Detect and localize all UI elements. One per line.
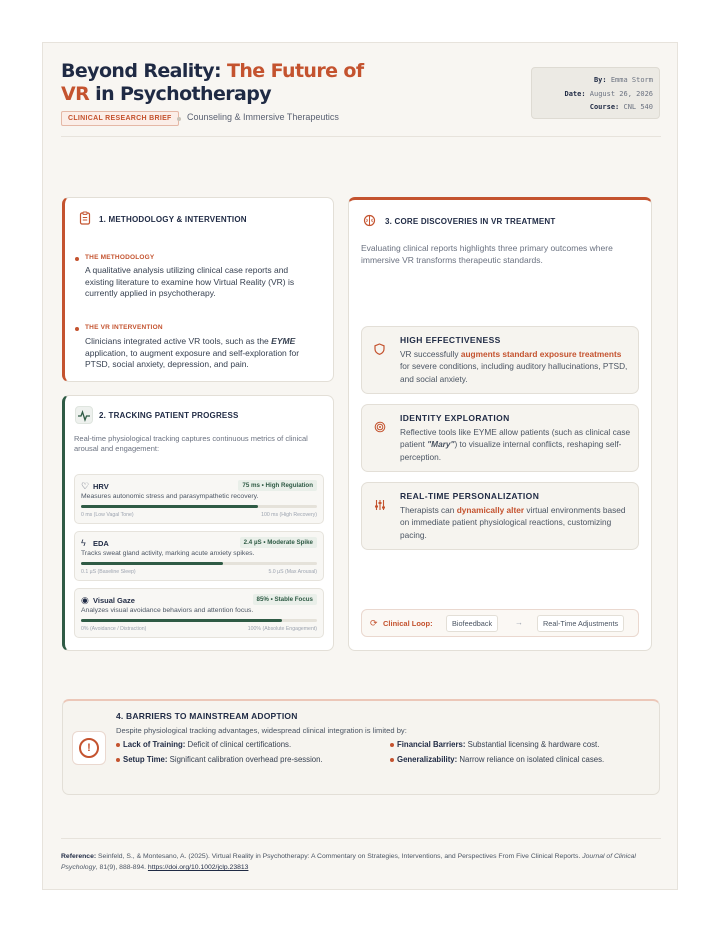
barriers-title: 4. BARRIERS TO MAINSTREAM ADOPTION [116, 711, 298, 721]
sliders-icon [374, 499, 386, 514]
metric-name: HRV [93, 482, 109, 491]
metric-high-label: 100 ms (High Recovery) [261, 512, 317, 518]
meta-course: Course: CNL 540 [589, 103, 653, 111]
intervention-label: THE VR INTERVENTION [85, 324, 163, 331]
meta-date: Date: August 26, 2026 [564, 89, 653, 98]
alert-icon: ! [72, 731, 106, 765]
brain-icon [361, 212, 377, 228]
metric-low-label: 0.1 µS (Baseline Sleep) [81, 569, 136, 575]
footer-divider [61, 838, 661, 839]
meta-box [531, 67, 660, 119]
category-badge: CLINICAL RESEARCH BRIEF [61, 111, 179, 126]
discoveries-title: 3. CORE DISCOVERIES IN VR TREATMENT [385, 217, 556, 226]
method-text: A qualitative analysis utilizing clinical case reports and existing literature to examine how Virtual Reality (VR) is currently applied in psychotherapy. [85, 265, 295, 299]
loop-step-biofeedback: Biofeedback [446, 615, 498, 632]
discoveries-description: Evaluating clinical reports highlights three primary outcomes where immersive VR transforms therapeutic standards. [361, 243, 613, 265]
fingerprint-icon [374, 421, 386, 436]
metric-tag: 2.4 µS • Moderate Spike [240, 537, 317, 548]
barrier-item: Financial Barriers: Substantial licensing & hardware cost. [390, 740, 599, 749]
shield-icon [374, 343, 385, 358]
lightning-icon: ϟ [81, 538, 86, 548]
tracking-card [62, 395, 334, 651]
eye-icon: ◉ [81, 595, 89, 605]
method-label: THE METHODOLOGY [85, 254, 155, 261]
outcome-title: REAL-TIME PERSONALIZATION [400, 491, 540, 501]
intervention-text: Clinicians integrated active VR tools, such as the EYME application, to augment exposure and self-exploration for PTSD, social anxiety, depression, and pain. [85, 336, 300, 370]
discoveries-card [348, 197, 652, 651]
methodology-title: 1. METHODOLOGY & INTERVENTION [99, 215, 247, 224]
outcome-high-effectiveness [361, 326, 639, 394]
bullet-dot [75, 257, 79, 261]
metric-high-label: 100% (Absolute Engagement) [247, 626, 317, 632]
metric-description: Analyzes visual avoidance behaviors and attention focus. [81, 607, 254, 614]
outcome-text: Therapists can dynamically alter virtual environments based on immediate patient physiological reactions, customizing pacing. [400, 505, 626, 540]
metric-bar [81, 562, 317, 565]
refresh-icon: ⟳ [370, 618, 378, 628]
header-divider [61, 136, 661, 137]
metric-fill [81, 505, 258, 508]
outcome-real-time-personalization [361, 482, 639, 550]
outcome-identity-exploration [361, 404, 639, 472]
metric-hrv [74, 474, 324, 524]
metric-low-label: 0% (Avoidance / Distraction) [81, 626, 147, 632]
metric-bar [81, 619, 317, 622]
metric-fill [81, 562, 223, 565]
metric-description: Tracks sweat gland activity, marking acute anxiety spikes. [81, 550, 255, 557]
metric-eda [74, 531, 324, 581]
outcome-text: Reflective tools like EYME allow patients (such as clinical case patient "Mary") to visualize internal conflicts, reshaping self-perception. [400, 427, 631, 462]
separator-dot [177, 117, 181, 121]
clipboard-icon [77, 211, 93, 227]
title-part-2: in Psychotherapy [89, 83, 272, 105]
metric-tag: 75 ms • High Regulation [238, 480, 317, 491]
meta-author: By: Emma Storm [593, 76, 653, 84]
tracking-description: Real-time physiological tracking captures continuous metrics of clinical arousal and engagement: [74, 434, 308, 453]
reference: Reference: Seinfeld, S., & Montesano, A. (2025). Virtual Reality in Psychotherapy: A Commentary on Strategies, Interventions, and Perspectives From Five Clinical Reports. Journal of Clinical Psychology, 81(9), 888-894. https://doi.org/10.1002/jclp.23813 [61, 853, 636, 871]
metric-tag: 85% • Stable Focus [253, 594, 318, 605]
barrier-item: Generalizability: Narrow reliance on isolated clinical cases. [390, 755, 604, 764]
brief-page [42, 42, 678, 890]
title-part-1: Beyond Reality: [61, 60, 227, 82]
metric-low-label: 0 ms (Low Vagal Tone) [81, 512, 134, 518]
loop-label: Clinical Loop: [383, 619, 433, 628]
heart-icon: ♡ [81, 481, 90, 491]
barriers-card [62, 699, 660, 795]
title-accent: The Future of VR [61, 60, 364, 105]
bullet-dot [75, 327, 79, 331]
outcome-title: HIGH EFFECTIVENESS [400, 335, 501, 345]
metric-name: EDA [93, 539, 109, 548]
barrier-item: Lack of Training: Deficit of clinical certifications. [116, 740, 291, 749]
metric-visual-gaze [74, 588, 324, 638]
barriers-description: Despite physiological tracking advantages, widespread clinical integration is limited by: [116, 726, 407, 735]
doi-link[interactable]: https://doi.org/10.1002/jclp.23813 [147, 864, 249, 871]
metric-name: Visual Gaze [93, 596, 135, 605]
subtitle: Counseling & Immersive Therapeutics [187, 112, 339, 122]
methodology-card [62, 197, 334, 382]
outcome-title: IDENTITY EXPLORATION [400, 413, 510, 423]
tracking-title: 2. TRACKING PATIENT PROGRESS [99, 411, 239, 420]
metric-bar [81, 505, 317, 508]
outcome-text: VR successfully augments standard exposure treatments for severe conditions, including auditory hallucinations, PTSD, and social anxiety. [400, 349, 628, 384]
arrow-right-icon: → [515, 618, 523, 627]
clinical-loop [361, 609, 639, 637]
metric-description: Measures autonomic stress and parasympathetic recovery. [81, 493, 259, 500]
pulse-icon [75, 406, 93, 424]
metric-high-label: 5.0 µS (Max Arousal) [268, 569, 317, 575]
metric-fill [81, 619, 282, 622]
barrier-item: Setup Time: Significant calibration overhead pre-session. [116, 755, 323, 764]
page-title [61, 60, 381, 106]
loop-step-adjustments: Real-Time Adjustments [537, 615, 624, 632]
